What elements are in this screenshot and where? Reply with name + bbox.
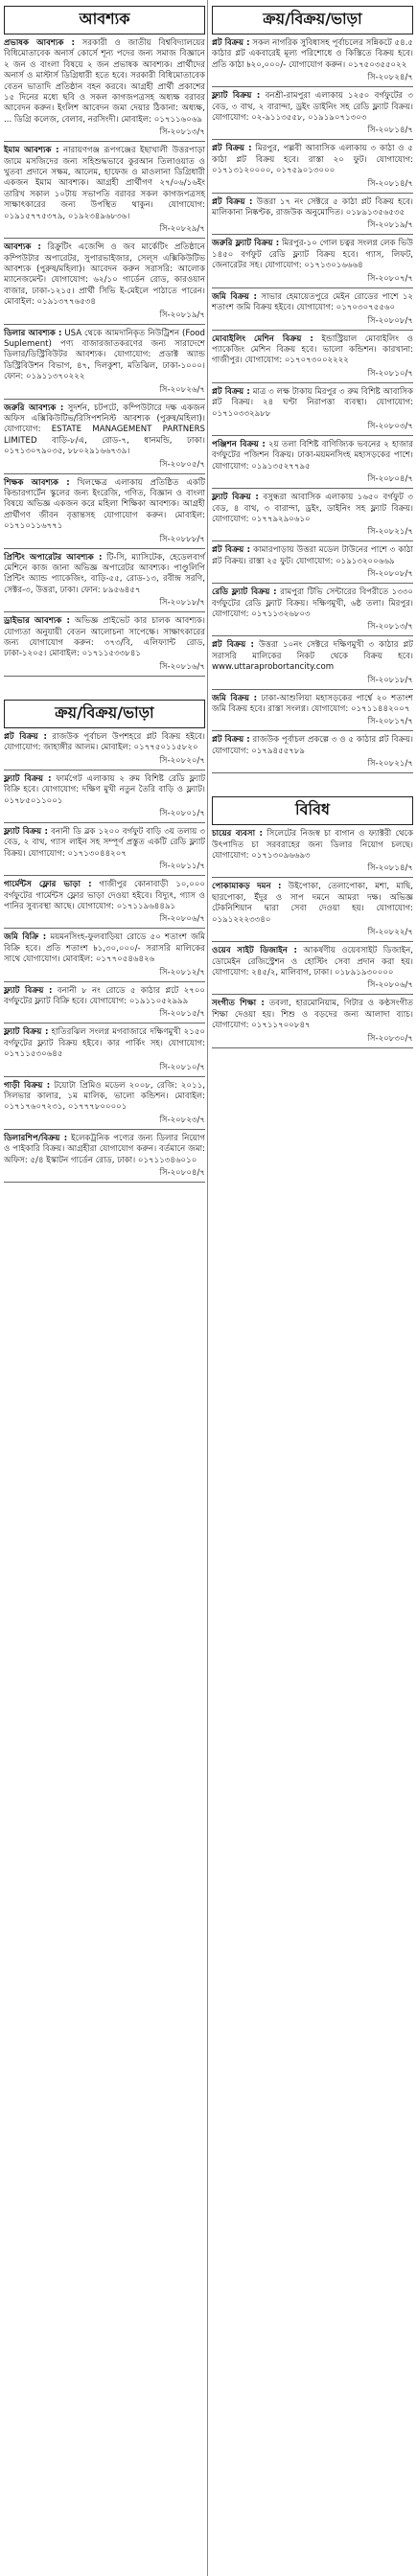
ad-title: ফ্ল্যাট বিক্রয় : bbox=[212, 91, 261, 102]
classified-ad bbox=[4, 38, 205, 126]
ad-separator bbox=[212, 540, 413, 541]
classified-ad bbox=[4, 774, 205, 807]
ad-title: জরুরি ফ্ল্যাট বিক্রয় : bbox=[212, 239, 280, 249]
ad-body: মিরপুর-১০ গোল চত্বর সংলগ্ন লেক ভিউ ১৪৫০ বর্গফুট রেডি ফ্ল্যাট বিক্রয় হবে। গ্যাস, লিফট, জেনারেটর সহ। যোগাযোগ: ০১৭১৩০১৬৬৬৪ bbox=[212, 239, 413, 271]
ad-code: সি-২০৮২৯/৭ bbox=[159, 224, 205, 235]
ad-body: টয়োটা প্রিমিও মডেল ২০০৮, রেজি: ২০১১, সিলভার কালার, ১ম মালিক, ভালো কন্ডিশন। মোবাইল: ০১৭১৭৬০৭২৩১, ০১৭৭৭৮০০০০১ bbox=[4, 1080, 205, 1113]
ad-body: হাতিরঝিল সংলগ্ন মগবাজারে দক্ষিণমুখী ২১৫০ বর্গফুটের ফ্ল্যাট বিক্রয় হইবে। কার পার্কিং সহ। যোগাযোগ: ০১৭১১৫৩০৬৪৫ bbox=[4, 1027, 206, 1060]
ad-code: সি-২০৮১৮/৭ bbox=[159, 598, 205, 609]
ad-separator bbox=[4, 548, 205, 549]
ad-body: সাভার হেমায়েতপুরে মেইন রোডের পাশে ১২ শতাংশ জমি বিক্রয় হইবে। যোগাযোগ: ০১৭০৩০৭৫৫৬০ bbox=[212, 291, 413, 313]
ad-body: সরকারী ও জাতীয় বিশ্ববিদ্যালয়ের বিধিমোতাবেক অনার্স কোর্সে শূন্য পদের জন্য সমাজ বিজ্ঞানে ২ জন ও বাংলা বিষয়ে ২ জন প্রভাষক আবশ্যক। প্রার্থীদের অনার্স ও মাস্টার্স ডিগ্রিধারী হতে হবে। সরকারী বিধিমোতাবেক বেতন ভাতাদি প্রতিষ্ঠান বহন করবে। আগ্রহী প্রার্থী প্রকাশের ১৫ দিনের মধ্যে ছবি ও সকল কাগজপত্রসহ অধ্যক্ষ বরাবর আবেদন করুন। ইংলিশ আবেদন জমা দেয়ার ঠিকানা: অধ্যক্ষ, ... ডিগ্রি কলেজ, বেলাব, নরসিংদী। মোবাইল: ০১৭১১৬০৬৯ bbox=[4, 38, 205, 125]
ad-title: জরুরি আবশ্যক : bbox=[4, 402, 64, 413]
ad-separator bbox=[212, 86, 413, 87]
ad-separator bbox=[212, 193, 413, 194]
ad-body: বসুন্ধরা আবাসিক এলাকায় ১৬৫০ বর্গফুট ৩ বেড, ৪ বাথ, ৩ বারান্দা, ড্রইং, ডাইনিং সহ ফ্ল্যাট বিক্রয়। যোগাযোগ: ০১৭৭৯২৯০৬১০ bbox=[212, 493, 414, 524]
classified-ad bbox=[4, 242, 205, 308]
ad-code: সি-২০৮০৫/৭ bbox=[159, 459, 205, 470]
ad-title: ফ্ল্যাট বিক্রয় : bbox=[4, 985, 53, 996]
classified-ad bbox=[212, 829, 413, 862]
classified-ad bbox=[4, 478, 205, 533]
ad-separator bbox=[212, 234, 413, 235]
ad-body: ময়মনসিংহ-ফুলবাড়িয়া রোডে ৫০ শতাংশ জমি বিক্রি হবে। প্রতি শতাংশ ৳১,৩০,০০০/- সরাসরি মালিকের সাথে যোগাযোগ। মোবাইল: ০১৭৭০৫৪৬৪২৬ bbox=[4, 932, 205, 965]
classified-ad bbox=[4, 146, 205, 222]
ad-code: সি-২০৮১৮/৭ bbox=[367, 675, 413, 685]
ad-body: মিরপুর, পল্লবী আবাসিক এলাকায় ৩ কাঠা ও ৫ কাঠা প্লট বিক্রয় হবে। রাস্তা ২০ ফুট। যোগাযোগ: ০১৭১৩১২০০০০, ০১৭৫৯০১৩০০০ bbox=[212, 144, 413, 176]
ad-code: সি-২০৮১১/৭ bbox=[159, 862, 205, 872]
ad-title: ডিলার আবশ্যক : bbox=[4, 328, 62, 338]
classified-ad bbox=[4, 827, 205, 860]
ad-code: সি-২০৮১০/৭ bbox=[159, 1062, 205, 1072]
ad-title: জমি বিক্রয় : bbox=[212, 291, 257, 302]
ad-body: ফার্মগেট এলাকায় ২ রুম বিশিষ্ট রেডি ফ্ল্যাট বিক্রি হবে। যোগাযোগ: দক্ষিণ মুখী নতুন তৈরি বাড়ি ও ফ্ল্যাট। ০১৭৮৫০১১০০১ bbox=[4, 773, 206, 806]
classified-ad bbox=[4, 1134, 205, 1166]
ad-code: সি-২০৮০৪/৭ bbox=[367, 474, 413, 485]
ad-code: সি-২০৮০৩/৭ bbox=[367, 421, 413, 431]
ad-body: USA থেকে আমদানিকৃত নিউট্রিশন (Food Suplement) পণ্য বাজারজাতকরণের জন্য সারাদেশে ডিলার/ডিস্ট্রিবিউটর আবশ্যক। যোগাযোগ: প্রডাক্ট অ্যান্ড ডিস্ট্রিবিউশন বিভাগ, ৪৭, দিলকুশা, মতিঝিল, ঢাকা-১০০০। ফোন: ০১৯১১৩৭০২২২ bbox=[4, 328, 205, 382]
ad-body: সিলেটের নিজস্ব চা বাগান ও ফ্যাক্টরী থেকে উৎপাদিত চা সরবরাহের জন্য ডিলার নিয়োগ চলছে। যোগাযোগ: ০১৭১৩০৯৬৬৯৩ bbox=[212, 829, 414, 862]
ad-title: সংগীত শিক্ষা : bbox=[212, 999, 265, 1009]
ad-separator bbox=[4, 1182, 205, 1183]
ad-separator bbox=[212, 730, 413, 731]
classified-ad bbox=[4, 732, 205, 754]
ad-title: চায়ের ব্যবসা : bbox=[212, 829, 263, 840]
ad-body: উত্তরা ১০নং সেক্টরে দক্ষিণমুখী ৩ কাঠার প্লট সরাসরি মালিকের নিকট থেকে বিক্রয় হবে। www.uttaraprobortancity.com bbox=[212, 640, 413, 673]
ads-list-buy-sell-left bbox=[4, 732, 205, 1183]
ad-title: ওয়েব সাইট ডিজাইন : bbox=[212, 946, 297, 956]
ad-title: প্লট বিক্রয় : bbox=[212, 196, 253, 207]
classified-ad bbox=[212, 640, 413, 673]
ad-code: সি-২০৮২৬/৭ bbox=[159, 384, 205, 395]
ad-title: রেডি ফ্ল্যাট বিক্রয় : bbox=[212, 587, 277, 598]
ad-body: রামপুরা টিভি সেন্টারের বিপরীতে ১৩৩০ বর্গফুটের রেডি ফ্ল্যাট বিক্রয়। দক্ষিণমুখী, ৬ষ্ঠ তলা। মিরপুর। যোগাযোগ: ০১৭১১৩২৬৮০৩ bbox=[212, 587, 413, 619]
ad-body: ইন্ডাস্ট্রিয়াল মোবাইলিং ও প্যাকেজিং মেশিন বিক্রয় হবে। ভালো কন্ডিশন। কারখানা: গাজীপুর। যোগাযোগ: ০১৭০৭৩০০২২২২ bbox=[212, 334, 414, 366]
ad-body: রাজউক পূর্বাচল প্রকল্পে ৩ ও ৫ কাঠার প্লট বিক্রয়। যোগাযোগ: ০১৭৯৪৫৫৭৮৯ bbox=[212, 735, 413, 756]
ad-title: পোকামাকড় দমন : bbox=[212, 882, 282, 892]
ad-title: জমি বিক্রয় : bbox=[212, 693, 258, 703]
ad-separator bbox=[212, 994, 413, 995]
ad-title: শিক্ষক আবশ্যক : bbox=[4, 477, 70, 488]
ad-code: সি-২০৮১৫/৭ bbox=[159, 1009, 205, 1020]
ad-separator bbox=[4, 1076, 205, 1077]
ad-title: প্লট বিক্রয় : bbox=[212, 735, 250, 746]
ad-code: সি-২০৮৩০/৭ bbox=[367, 1033, 413, 1044]
ad-body: অভিজ্ঞ প্রাইভেট কার চালক আবশ্যক। যোগ্যতা অনুযায়ী বেতন আলোচনা সাপেক্ষে। সাক্ষাৎকারের জন্য যোগাযোগ করুন: ৩৭৩/বি, এলিফ্যান্ট রোড, ঢাকা-১২০৫। মোবাইল: ০১৭১১৫৩৩৮৪১ bbox=[4, 616, 205, 659]
classified-ad bbox=[212, 334, 413, 367]
section-header-required: আবশ্যক bbox=[4, 6, 205, 34]
ad-separator bbox=[4, 822, 205, 823]
column-divider bbox=[207, 0, 208, 2576]
ad-separator bbox=[4, 928, 205, 929]
ad-separator bbox=[212, 435, 413, 436]
ad-code: সি-২০৮২১/৭ bbox=[367, 759, 413, 770]
classified-ad bbox=[212, 946, 413, 978]
ad-title: পঞ্জিশন বিক্রয় : bbox=[212, 439, 266, 449]
classified-ad bbox=[212, 197, 413, 219]
ad-title: ইমাম আবশ্যক : bbox=[4, 146, 59, 156]
ad-separator bbox=[4, 1129, 205, 1130]
ad-title: ফ্ল্যাট বিক্রয় : bbox=[212, 493, 259, 503]
ad-code: সি-২০৮১০/৭ bbox=[367, 368, 413, 379]
ad-separator bbox=[212, 382, 413, 383]
ad-body: নারায়ণগঞ্জ রূপগঞ্জের ইছাখালী উত্তরপাড়া জামে মসজিদের জন্য সহিশুদ্ধভাবে কুরআন তিলাওয়াত ও খুতবা প্রদানে সক্ষম, আলেম, হাফেজ ও মাওলানা ডিগ্রিধারী একজন ইমাম আবশ্যক। আগ্রহী প্রার্থীগণ ২৭/০৬/১৬ইং তারিখ সকাল ১০টায় সভাপতি বরাবর সকল কাগজপত্রসহ সাক্ষাৎকারের জন্য উপস্থিত থাকুন। যোগাযোগ: ০১৯১৫৭৭৫৩৭৯, ০১৯২৩৪৯৬৮৩৬। bbox=[4, 146, 206, 221]
ad-separator bbox=[212, 772, 413, 773]
ad-body: সুদর্শন, চটপটে, কম্পিউটারে দক্ষ একজন অফিস এক্সিকিউটিভ/রিসিপশনিস্ট আবশ্যক (পুরুষ/মহিলা)। যোগাযোগ: ESTATE MANAGEMENT PARTNERS LIMITED বাড়ি-৮/এ, রোড-৭, ধানমন্ডি, ঢাকা। ০১৭১৩০৭৯০৩৫, ৮৮০২৯১৬৬৭৩৯। bbox=[4, 402, 206, 457]
ad-separator bbox=[212, 139, 413, 140]
ad-code: সি-২০৮১৯/৭ bbox=[367, 220, 413, 231]
classified-ad bbox=[212, 735, 413, 757]
section-header-buy-sell-rent: ক্রয়/বিক্রয়/ভাড়া bbox=[212, 6, 413, 34]
ad-body: বনানী ৮ নং রোডে ৫ কাঠার প্লটে ২৭০০ বর্গফুটের ফ্ল্যাট বিক্রি হবে। যোগাযোগ: ০১৯১১০৫২৯৯৯ bbox=[4, 985, 206, 1006]
ad-separator bbox=[4, 238, 205, 239]
section-header-miscellaneous: বিবিধ bbox=[212, 796, 413, 825]
section-header-buy-sell-rent-left: ক্রয়/বিক্রয়/ভাড়া bbox=[4, 700, 205, 728]
classified-ad bbox=[4, 932, 205, 965]
ad-separator bbox=[212, 941, 413, 942]
left-column bbox=[4, 4, 205, 1186]
ad-body: কামারপাড়ায় উত্তরা মডেল টাউনের পাশে ৩ কাঠা প্লট বিক্রয়। রাস্তা ২৫ ফুট। যোগাযোগ: ০১৯১৩২০০৬৬৯ bbox=[212, 545, 413, 566]
ad-title: ফ্ল্যাট বিক্রয় : bbox=[4, 826, 48, 837]
ad-code: সি-২০৮১৪/৭ bbox=[367, 863, 413, 874]
ad-body: বনশ্রী-রামপুরা এলাকায় ১২৫০ বর্গফুটের ৩ বেড, ৩ বাথ, ২ বারান্দা, ড্রইং ডাইনিং সহ রেডি ফ্ল্যাট বিক্রয়। যোগাযোগ: ০২-৯১১৩৫৫৮, ০১৯১৯০৭১৩০৩ bbox=[212, 91, 413, 124]
ads-list-miscellaneous bbox=[212, 829, 413, 1047]
ad-body: টি-সি, ম্যাসিটেক, হেডেলবার্গ মেশিনে কাজ জানা অভিজ্ঞ অপারেটর আবশ্যক। পাণ্ডুলিপি প্রিন্টিং অ্যান্ড প্যাকেজিং, বাড়ি-৫৫, রোড-১৩, রবীন্দ্র সরণি, সেক্টর-৩, উত্তরা, ঢাকা। ফোন: ৮৯৫৬৪৫৭ bbox=[4, 552, 205, 595]
ad-separator bbox=[4, 141, 205, 142]
ad-code: সি-২০৮০৮/৭ bbox=[367, 315, 413, 326]
ads-list-required bbox=[4, 38, 205, 677]
ad-body: ঢাকা-আশুলিয়া মহাসড়কের পার্শ্বে ২০ শতাংশ জমি বিক্রয় হবে। রাস্তা সংলগ্ন। যোগাযোগ: ০১৭১১৪৪২০০৭ bbox=[212, 693, 413, 715]
ad-title: গাড়ী বিক্রয় : bbox=[4, 1080, 51, 1091]
ad-code: সি-২০৮১৪/৭ bbox=[367, 126, 413, 136]
ad-code: সি-২০৮০৭/৭ bbox=[367, 273, 413, 284]
classified-ad bbox=[4, 616, 205, 660]
ad-code: সি-২০৮২১/৭ bbox=[367, 527, 413, 538]
ad-body: মাত্র ৩ লক্ষ টাকায় মিরপুর ৩ রুম বিশিষ্ট আবাসিক প্লট বিক্রয়। ২৪ ঘণ্টা নিরাপত্তা ব্যবস্থা। যোগাযোগ: ০১৭১০৩৩২৯৮৮ bbox=[212, 386, 414, 419]
ad-separator bbox=[212, 635, 413, 636]
ad-title: প্রিন্টিং অপারেটর আবশ্যক : bbox=[4, 552, 103, 563]
ad-code: সি-২০৮০৪/৭ bbox=[159, 1168, 205, 1179]
ad-code: সি-২০৮৮৮/৭ bbox=[159, 534, 205, 544]
ad-title: আবশ্যক : bbox=[4, 242, 41, 253]
ad-title: মোবাইলিং মেশিন বিক্রয় : bbox=[212, 334, 313, 344]
ad-body: বনানী ডি ব্লক ১২০০ বর্গফুট বাড়ি ৩য় তলায় ৩ বেড, ২ বাথ, গ্যাস লাইন সহ সম্পূর্ণ প্রস্তুত একটি রেডি ফ্ল্যাট বিক্রয়। যোগাযোগ: ০১৭১৩০৪৪২০৭ bbox=[4, 826, 206, 859]
ad-title: প্লট বিক্রয় : bbox=[212, 386, 250, 397]
ad-code: সি-২০৮০১/৭ bbox=[159, 808, 205, 818]
ad-title: ফ্ল্যাট বিক্রয় : bbox=[4, 1027, 49, 1038]
classified-ad bbox=[4, 1081, 205, 1114]
classified-ad bbox=[212, 882, 413, 926]
ad-code: সি-২০৮০৬/৭ bbox=[159, 914, 205, 925]
ad-body: গাজীপুর কোনাবাড়ী ১০,০০০ বর্গফুটের গার্মেন্টস ফ্লোর ভাড়া দেওয়া হইবে। বিদ্যুৎ, গ্যাস ও পানির সুব্যবস্থা আছে। যোগাযোগ: ০১৭১১৯৬৪৪৯১ bbox=[4, 880, 206, 911]
classified-ad bbox=[212, 387, 413, 420]
ad-separator bbox=[212, 1047, 413, 1048]
ad-code: সি-২০৮১৩/৭ bbox=[159, 127, 205, 138]
ad-separator bbox=[4, 676, 205, 677]
ad-code: সি-২০৮২০/৭ bbox=[159, 755, 205, 766]
right-column bbox=[212, 4, 413, 1052]
ad-title: প্লট বিক্রয় : bbox=[212, 545, 251, 556]
ads-list-buy-sell-right bbox=[212, 38, 413, 773]
classified-ad bbox=[212, 91, 413, 124]
ad-title: প্লট বিক্রয় : bbox=[212, 38, 250, 48]
ad-separator bbox=[4, 399, 205, 400]
ad-title: ডিলারশিপ/বিক্রয় : bbox=[4, 1133, 68, 1143]
classified-ad bbox=[4, 403, 205, 458]
classified-ad bbox=[212, 587, 413, 620]
ad-code: সি-২০৮০৮/৭ bbox=[367, 569, 413, 580]
ad-body: উত্তরা ১৭ নং সেক্টরে ৫ কাঠা প্লট বিক্রয় হবে। মালিকানা নিষ্কণ্টক, রাজউক অনুমোদিত। ০১৮৯১৩৫৬৫৩৫ bbox=[212, 196, 413, 218]
ad-title: জমি বিক্রি : bbox=[4, 932, 47, 943]
ad-separator bbox=[212, 330, 413, 331]
ad-separator bbox=[4, 473, 205, 474]
ad-body: ২য় তলা বিশিষ্ট বাণিজ্যিক ভবনের ২ হাজার বর্গফুটের পজিশন বিক্রয়। ঢাকা-ময়মনসিংহ মহাসড়কের পাশে। যোগাযোগ: ০১৯১৩৫২৭৭৯৫ bbox=[212, 439, 413, 472]
classified-ad bbox=[212, 999, 413, 1031]
ad-body: উইপোকা, তেলাপোকা, মশা, মাছি, ছারপোকা, ইঁদুর ও সাপ দমনে আমরা দক্ষ। অভিজ্ঞ টেকনিশিয়ান দ্বারা সেবা দেওয়া হয়। যোগাযোগ: ০১৯১২২২৩৩৪০ bbox=[212, 882, 413, 925]
classified-ad bbox=[4, 1027, 205, 1060]
ad-code: সি-২০৮২২/৭ bbox=[367, 928, 413, 938]
ad-code: সি-২০৮১৯/৭ bbox=[159, 310, 205, 320]
classified-ad bbox=[212, 493, 413, 525]
ad-title: ফ্ল্যাট বিক্রয় : bbox=[4, 773, 52, 784]
ad-separator bbox=[212, 583, 413, 584]
ad-code: সি-২০৮২৪/৭ bbox=[367, 73, 413, 83]
classified-ad bbox=[212, 292, 413, 314]
ad-body: রিক্রুটিং এজেন্সি ও জব মার্কেটিং প্রতিষ্ঠানে কম্পিউটার অপারেটর, সুপারভাইজার, সেল্স এক্সিকিউটিভ আবশ্যক (পুরুষ/মহিলা)। আবেদন করুন সরাসরি: আলোক ম্যানেজমেন্ট। যোগাযোগ: ৬২/১০ গার্ডেন রোড, কারওয়ান বাজার, ঢাকা-১২১৫। প্রার্থী সিভি ই-মেইলে পাঠাতে পারেন। মোবাইল: ০১৯১৩৭৭৬৫৩৪ bbox=[4, 242, 205, 308]
classified-ad bbox=[4, 986, 205, 1008]
classified-ad bbox=[212, 38, 413, 71]
classified-ad bbox=[4, 329, 205, 383]
classified-ad bbox=[212, 440, 413, 472]
ad-separator bbox=[4, 611, 205, 612]
classified-ad bbox=[4, 553, 205, 597]
ad-code: সি-২০৮১৭/৭ bbox=[367, 717, 413, 727]
ad-separator bbox=[212, 488, 413, 489]
ad-code: সি-২০৮২৩/৭ bbox=[159, 1115, 205, 1125]
ad-title: প্লট বিক্রয় : bbox=[4, 731, 47, 742]
ad-body: রাজউক পূর্বাচল উপশহরে প্লট বিক্রয় হইবে। যোগাযোগ: জাহাঙ্গীর আলম। মোবাইল: ০১৭৭৫০১১৫৮২০ bbox=[4, 731, 206, 753]
ad-title: প্লট বিক্রয় : bbox=[212, 144, 252, 154]
ad-title: প্রভাষক আবশ্যক : bbox=[4, 38, 75, 48]
ad-code: সি-২০৮১৬/৭ bbox=[159, 661, 205, 672]
ad-body: খিলক্ষেত্র এলাকায় প্রতিষ্ঠিত একটি কিন্ডারগার্টেন স্কুলের জন্য ইংরেজি, গণিত, বিজ্ঞান ও বাংলা বিষয়ে অভিজ্ঞ একজন করে মহিলা শিক্ষিকা আবশ্যক। আগ্রহী প্রার্থীগণ জীবন বৃত্তান্তসহ যোগাযোগ করুন। মোবাইল: ০১৭১০১১৬৭৭১ bbox=[4, 477, 206, 532]
ad-title: গার্মেন্টস ফ্লোর ভাড়া : bbox=[4, 880, 92, 890]
ad-separator bbox=[4, 324, 205, 325]
ad-code: সি-২০৮০৬/৭ bbox=[367, 980, 413, 991]
ad-body: আকর্ষণীয় ওয়েবসাইট ডিজাইন, ডোমেইন রেজিস্ট্রেশন ও হোস্টিং সেবা প্রদান করা হয়। যোগাযোগ: ২৪৫/২, মালিবাগ, ঢাকা। ০১৮৯১৯৩০০০০ bbox=[212, 946, 413, 978]
ad-body: ইলেকট্রনিক পণ্যের জন্য ডিলার নিয়োগ ও পাইকারি বিক্রয়। আগ্রহীরা যোগাযোগ করুন। বর্তমানে জমা: অফিস: ৫/৪ ইস্কাটন গার্ডেন রোড, ঢাকা। ০১৭১১৩৪৬০১০ bbox=[4, 1133, 205, 1165]
ad-body: তবলা, হারমোনিয়াম, গিটার ও কণ্ঠসংগীত শিক্ষা দেওয়া হয়। শিশু ও বড়দের জন্য আলাদা ব্যাচ। যোগাযোগ: ০১৭১১৭০০৮৪৭ bbox=[212, 999, 413, 1031]
classified-ad bbox=[212, 144, 413, 176]
ad-code: সি-২০৮১২/৭ bbox=[159, 967, 205, 978]
ad-separator bbox=[212, 877, 413, 878]
ad-separator bbox=[4, 1023, 205, 1024]
ad-separator bbox=[4, 875, 205, 876]
classified-ad bbox=[212, 694, 413, 716]
classified-ad bbox=[212, 239, 413, 271]
ad-code: সি-২০৮১৪/৭ bbox=[367, 178, 413, 189]
classified-ad bbox=[212, 545, 413, 567]
ad-title: প্লট বিক্রয় : bbox=[212, 640, 254, 651]
ad-separator bbox=[212, 689, 413, 690]
ad-code: সি-২০৮১৩/৭ bbox=[367, 622, 413, 632]
classified-ad bbox=[4, 880, 205, 912]
ad-title: ড্রাইভার আবশ্যক : bbox=[4, 616, 70, 627]
ad-separator bbox=[4, 981, 205, 982]
ad-body: সকল নাগরিক সুবিধাসহ পূর্বাচলের সন্নিকটে ৫৪.৫ কাঠার প্লট একবারেই মূল্য পরিশোধে ও কিস্তিতে বিক্রয় হবে। প্রতি কাঠা ৳২০,০০০/- যোগাযোগ করুন। ০১৭৫০৩৫৫০২২ bbox=[212, 38, 413, 70]
